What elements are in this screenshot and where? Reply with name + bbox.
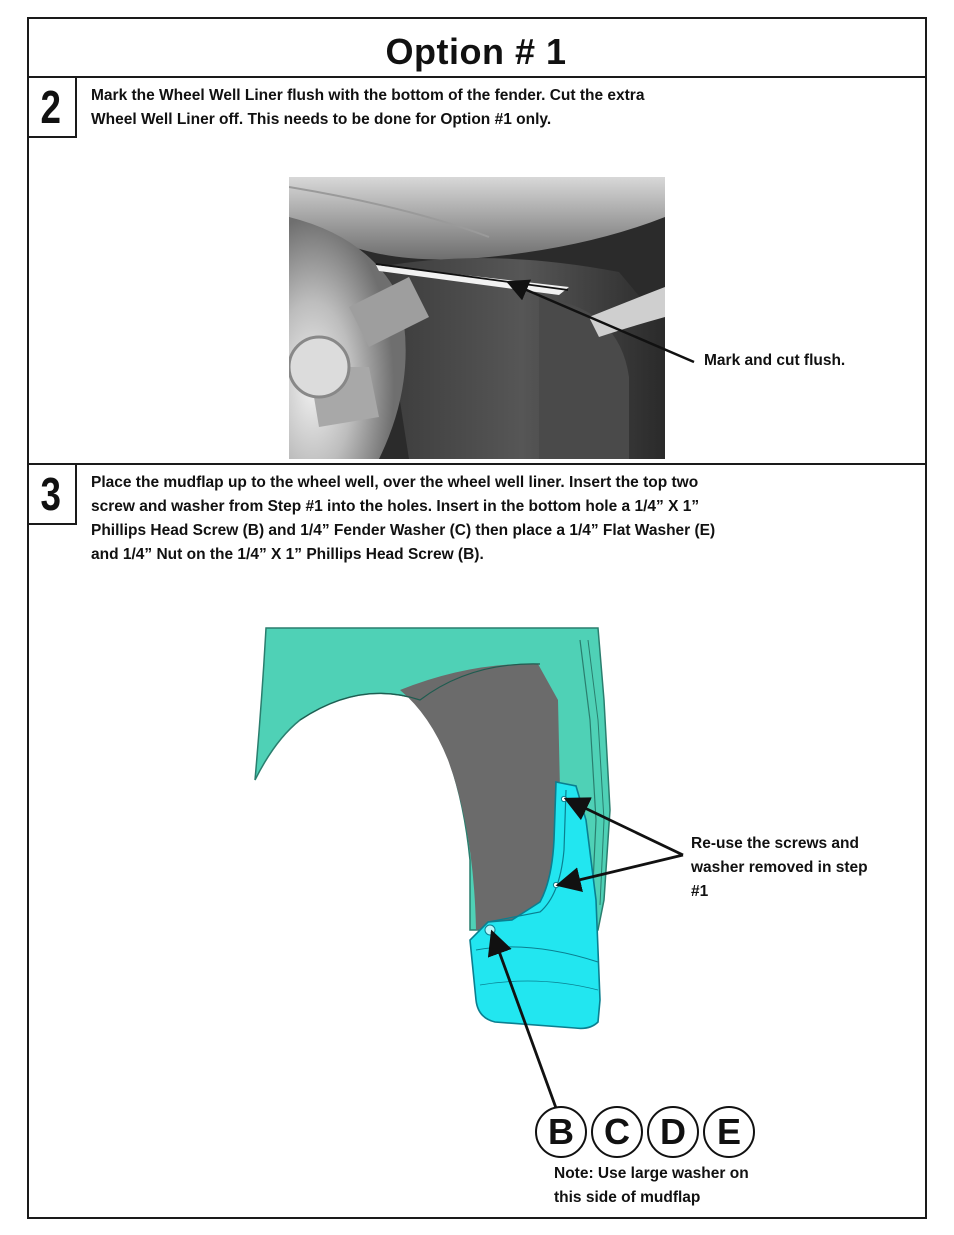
part-b-badge: B — [535, 1106, 587, 1158]
page-title: Option # 1 — [385, 31, 567, 72]
wheel-well-photo — [289, 177, 665, 459]
step-2-number: 2 — [27, 78, 77, 138]
part-d-badge: D — [647, 1106, 699, 1158]
divider-title — [27, 76, 925, 78]
note-line2: this side of mudflap — [554, 1189, 701, 1206]
step-3-text-line2: screw and washer from Step #1 into the holes. Insert in the bottom hole a 1/4” X 1” — [91, 498, 700, 515]
step-2-text-line1: Mark the Wheel Well Liner flush with the bottom of the fender. Cut the extra — [91, 87, 645, 104]
step-3-callout-line3: #1 — [691, 883, 709, 900]
step-3-number: 3 — [27, 465, 77, 525]
part-c-badge: C — [591, 1106, 643, 1158]
step-3-callout-line1: Re-use the screws and — [691, 835, 859, 852]
part-e-badge: E — [703, 1106, 755, 1158]
step-3-text-line1: Place the mudflap up to the wheel well, over the wheel well liner. Insert the top two — [91, 474, 699, 491]
divider-step-3 — [27, 463, 925, 465]
step-2-callout: Mark and cut flush. — [704, 352, 846, 369]
step-3-callout-line2: washer removed in step — [691, 859, 868, 876]
hardware-parts — [535, 1106, 759, 1158]
step-2-text-line2: Wheel Well Liner off. This needs to be done for Option #1 only. — [91, 111, 552, 128]
step-3-text-line4: and 1/4” Nut on the 1/4” X 1” Phillips Head Screw (B). — [91, 546, 484, 563]
step-3-text-line3: Phillips Head Screw (B) and 1/4” Fender Washer (C) then place a 1/4” Flat Washer (E) — [91, 522, 716, 539]
note-line1: Note: Use large washer on — [554, 1165, 749, 1182]
